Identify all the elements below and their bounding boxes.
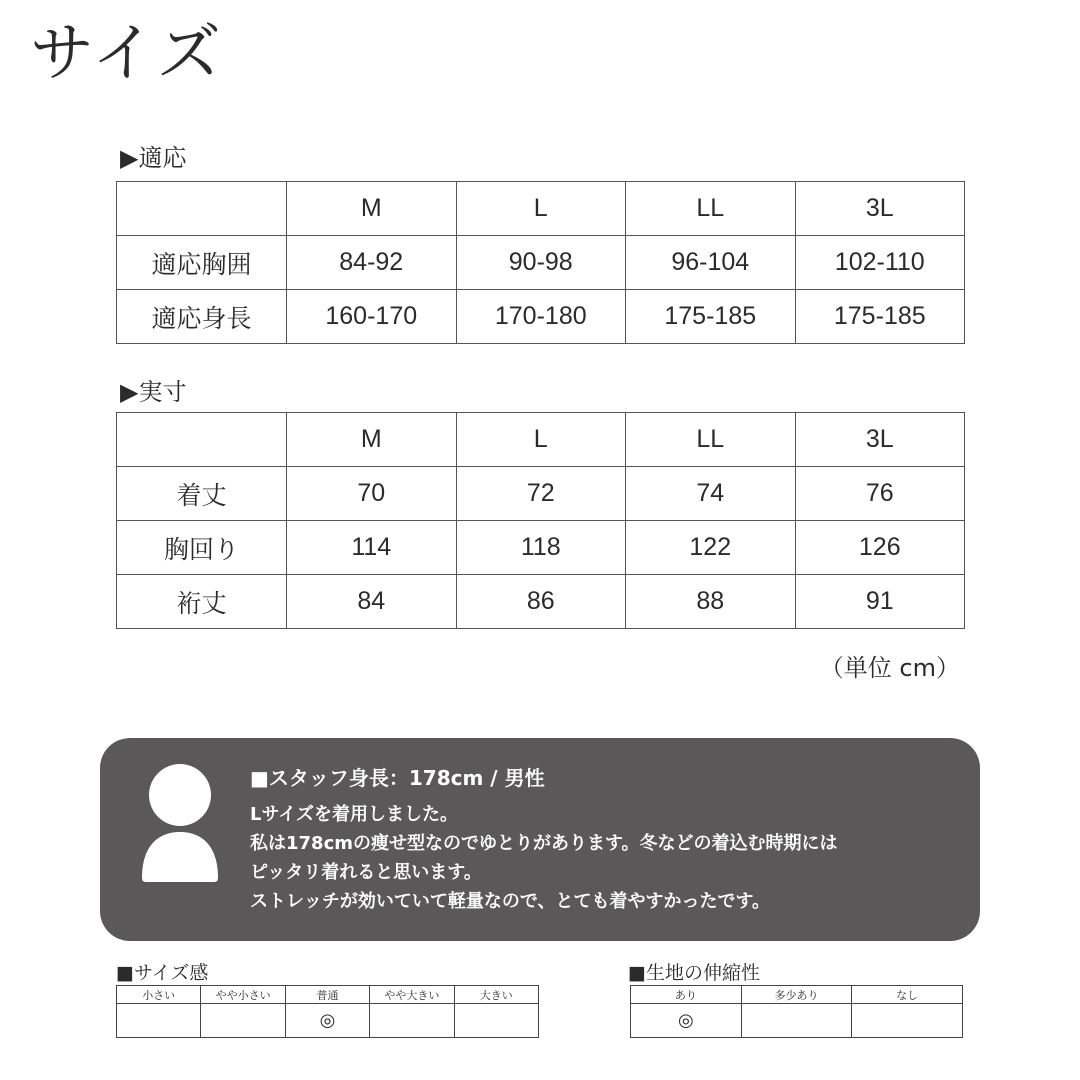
column-header-ll: LL — [626, 413, 796, 467]
row-header-height: 適応身長 — [117, 290, 287, 344]
table-row — [117, 236, 965, 290]
mark-cell — [741, 1004, 852, 1038]
table-cell: 175-185 — [795, 290, 965, 344]
table-cell: 175-185 — [626, 290, 796, 344]
option-small: 小さい — [117, 986, 201, 1004]
option-somewhat: 多少あり — [741, 986, 852, 1004]
option-slightly-small: やや小さい — [201, 986, 285, 1004]
staff-comment-line: 私は178cmの痩せ型なのでゆとりがあります。冬などの着込む時期には — [250, 833, 838, 854]
table-cell: 170-180 — [456, 290, 626, 344]
row-header-chest-width: 胸回り — [117, 521, 287, 575]
table-corner-cell — [117, 413, 287, 467]
table-cell: 84-92 — [287, 236, 457, 290]
row-header-length: 着丈 — [117, 467, 287, 521]
measure-section-label: ▶実寸 — [120, 378, 187, 406]
unit-note: （単位 cm） — [819, 654, 960, 682]
table-cell: 118 — [456, 521, 626, 575]
table-row — [117, 575, 965, 629]
size-feel-label: ■サイズ感 — [116, 962, 209, 984]
option-normal: 普通 — [285, 986, 369, 1004]
stretch-table — [630, 985, 963, 1038]
column-header-l: L — [456, 182, 626, 236]
mark-cell: ◎ — [285, 1004, 369, 1038]
table-cell: 91 — [795, 575, 965, 629]
table-cell: 114 — [287, 521, 457, 575]
staff-comment-line: Lサイズを着用しました。 — [250, 804, 459, 825]
table-cell: 160-170 — [287, 290, 457, 344]
staff-title: ■スタッフ身長：178cm / 男性 — [250, 766, 545, 790]
mark-cell — [201, 1004, 285, 1038]
column-header-m: M — [287, 182, 457, 236]
table-cell: 102-110 — [795, 236, 965, 290]
row-header-chest: 適応胸囲 — [117, 236, 287, 290]
row-header-sleeve: 裄丈 — [117, 575, 287, 629]
staff-comment-box — [100, 738, 980, 941]
table-row — [117, 521, 965, 575]
table-cell: 74 — [626, 467, 796, 521]
table-cell: 122 — [626, 521, 796, 575]
mark-cell — [454, 1004, 538, 1038]
size-feel-table — [116, 985, 539, 1038]
option-yes: あり — [631, 986, 742, 1004]
table-cell: 88 — [626, 575, 796, 629]
table-header-row — [117, 413, 965, 467]
table-cell: 70 — [287, 467, 457, 521]
table-row — [631, 1004, 963, 1038]
stretch-label: ■生地の伸縮性 — [628, 962, 760, 984]
table-header-row — [117, 182, 965, 236]
measure-size-table — [116, 412, 965, 629]
staff-comment-line: ストレッチが効いていて軽量なので、とても着やすかったです。 — [250, 891, 771, 912]
column-header-ll: LL — [626, 182, 796, 236]
mark-cell — [370, 1004, 454, 1038]
table-row — [117, 1004, 539, 1038]
table-row — [117, 467, 965, 521]
table-cell: 90-98 — [456, 236, 626, 290]
mark-cell — [117, 1004, 201, 1038]
option-no: なし — [852, 986, 963, 1004]
table-cell: 96-104 — [626, 236, 796, 290]
fit-section-label: ▶適応 — [120, 144, 187, 172]
table-row — [117, 290, 965, 344]
table-header-row — [631, 986, 963, 1004]
table-cell: 76 — [795, 467, 965, 521]
person-silhouette-icon — [140, 762, 224, 892]
option-large: 大きい — [454, 986, 538, 1004]
table-header-row — [117, 986, 539, 1004]
mark-cell — [852, 1004, 963, 1038]
staff-comment — [250, 800, 838, 916]
page-title: サイズ — [30, 17, 223, 91]
table-cell: 84 — [287, 575, 457, 629]
table-cell: 72 — [456, 467, 626, 521]
option-slightly-large: やや大きい — [370, 986, 454, 1004]
mark-cell: ◎ — [631, 1004, 742, 1038]
column-header-3l: 3L — [795, 182, 965, 236]
table-cell: 86 — [456, 575, 626, 629]
column-header-l: L — [456, 413, 626, 467]
table-corner-cell — [117, 182, 287, 236]
column-header-m: M — [287, 413, 457, 467]
table-cell: 126 — [795, 521, 965, 575]
staff-comment-line: ピッタリ着れると思います。 — [250, 862, 482, 883]
fit-size-table — [116, 181, 965, 344]
column-header-3l: 3L — [795, 413, 965, 467]
